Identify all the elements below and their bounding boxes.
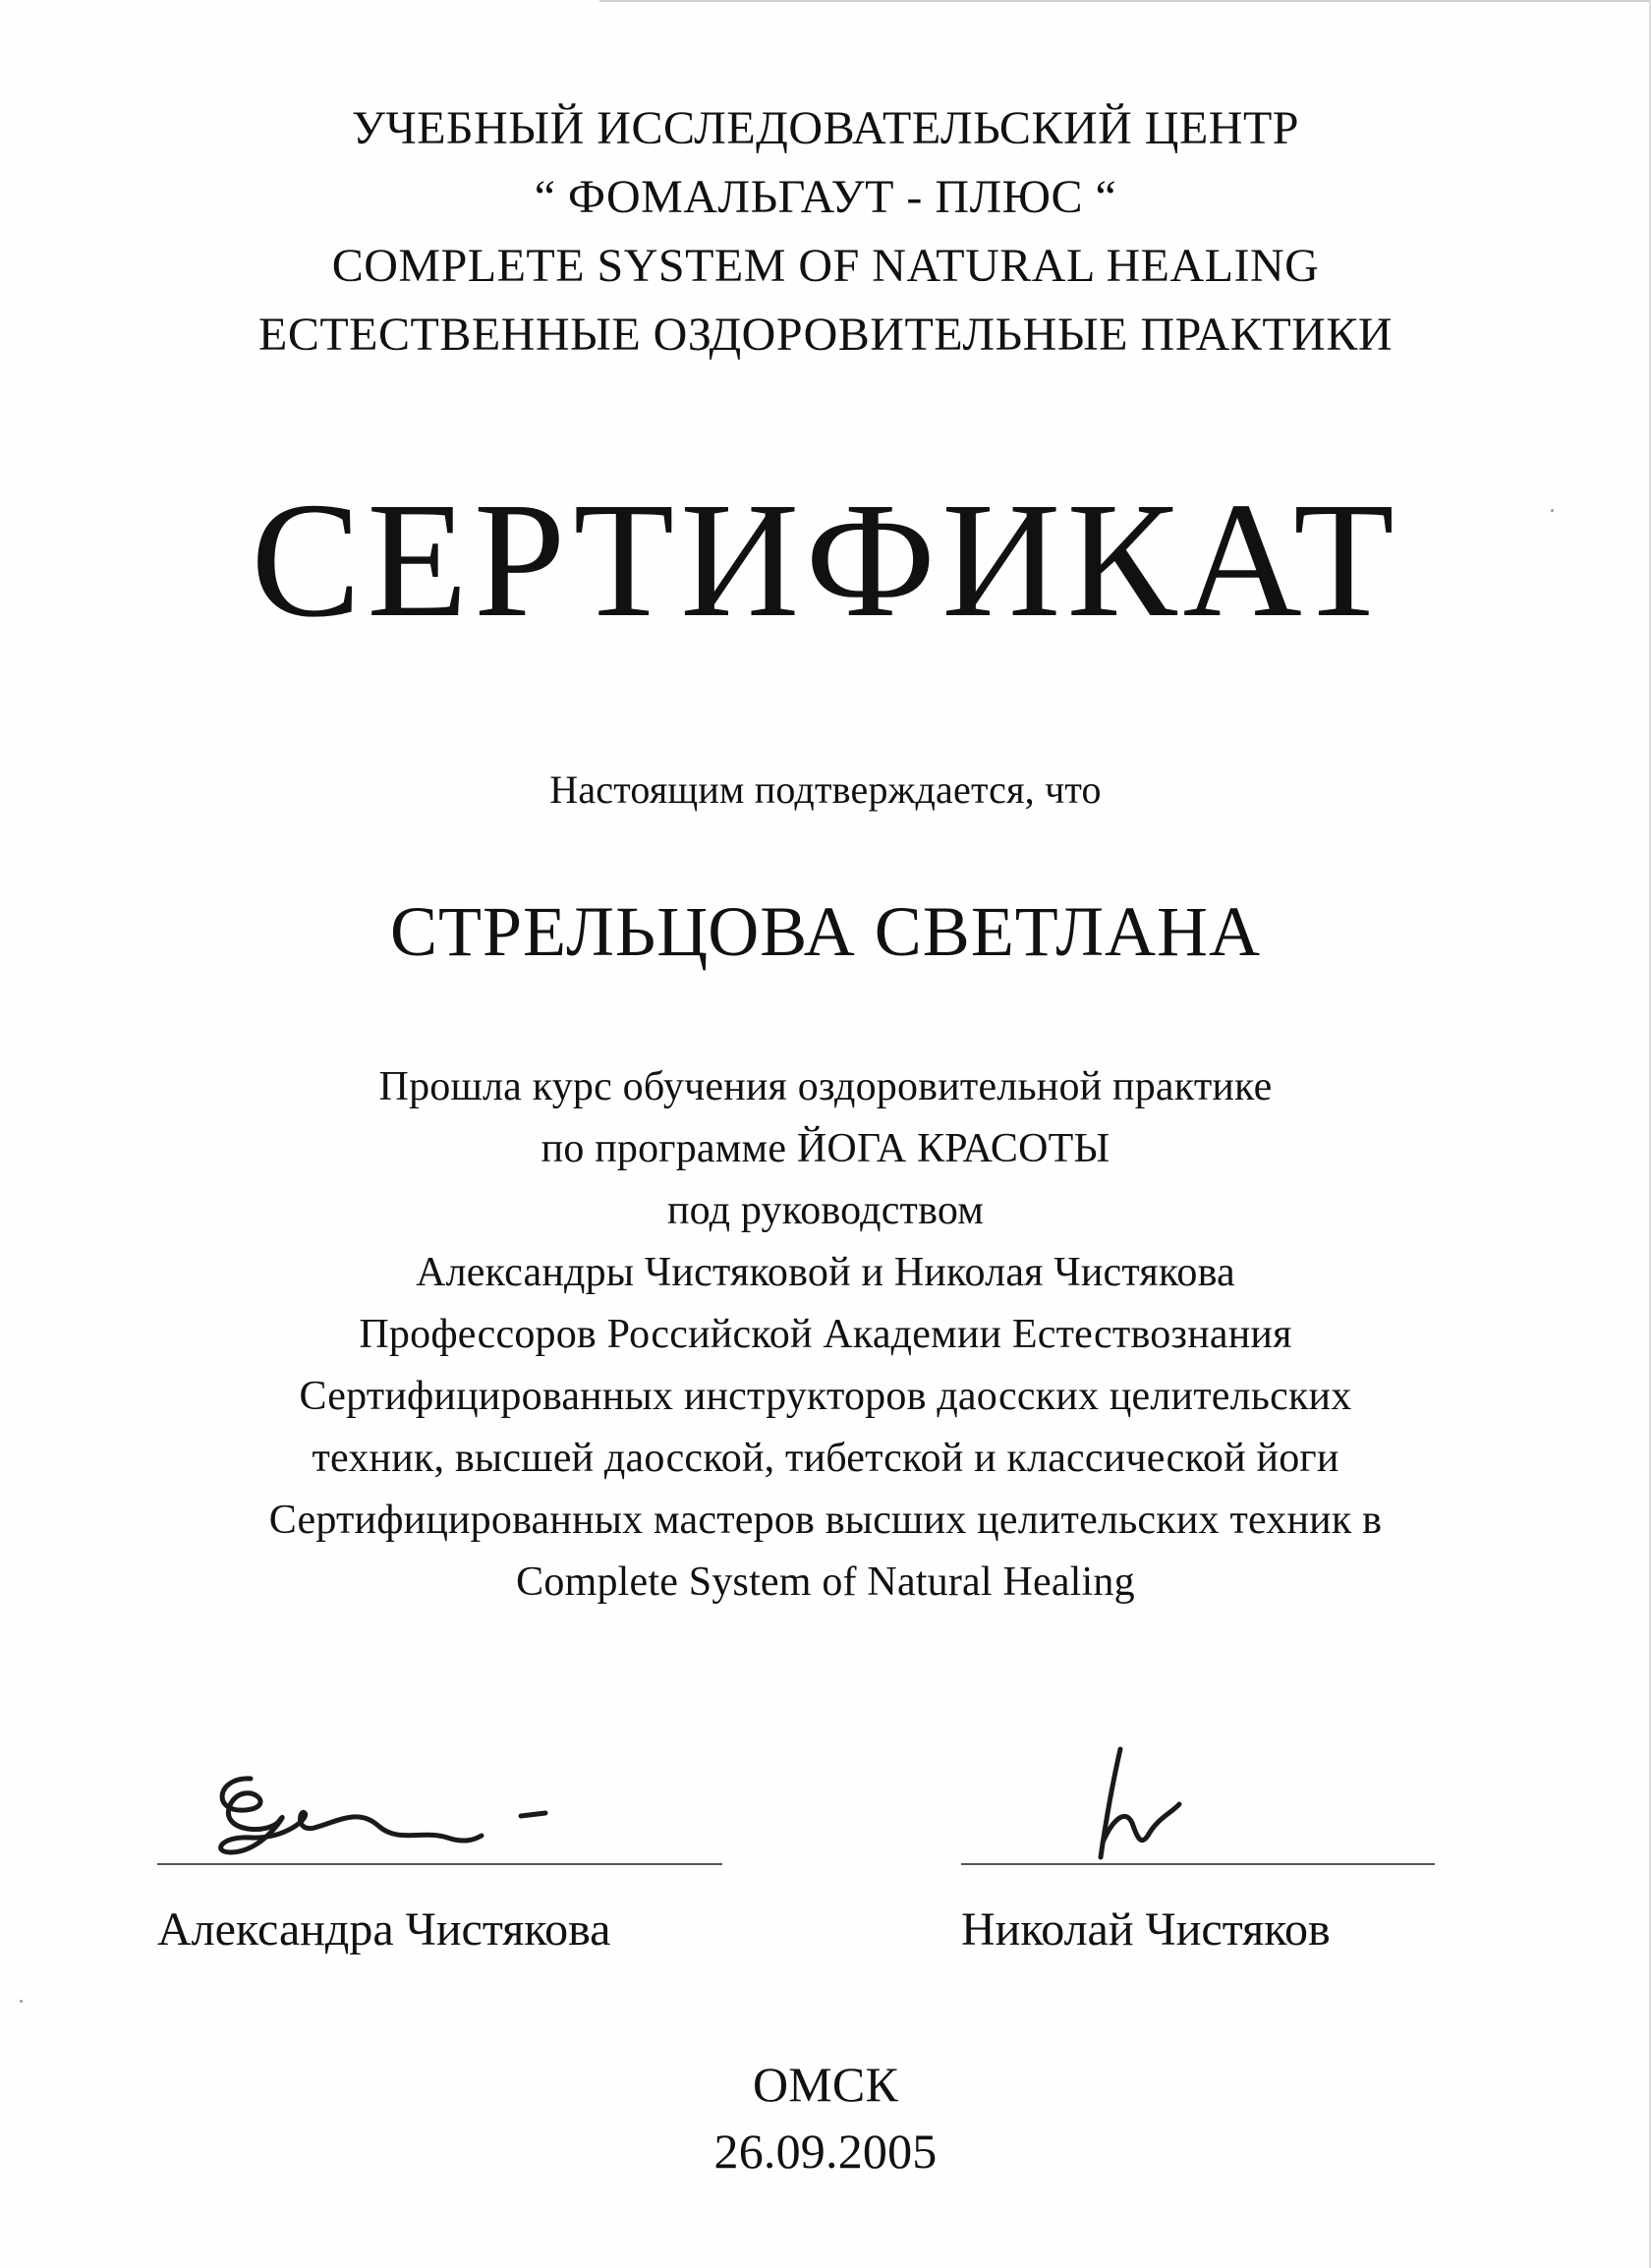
body-line-professors: Профессоров Российской Академии Естествознания <box>359 1312 1292 1357</box>
body-line-masters: Сертифицированных мастеров высших целительских техник в <box>268 1498 1383 1543</box>
body-line-guidance: под руководством <box>666 1188 985 1233</box>
body-line-system-name: Complete System of Natural Healing <box>516 1559 1135 1605</box>
body-line-course: Прошла курс обучения оздоровительной практике <box>378 1064 1273 1109</box>
header-line-system: COMPLETE SYSTEM OF NATURAL HEALING <box>331 240 1320 292</box>
scan-speck <box>20 2000 23 2003</box>
header-line-organization: “ ФОМАЛЬГАУТ - ПЛЮС “ <box>534 171 1117 223</box>
right-signature <box>1081 1739 1219 1877</box>
left-signature <box>211 1759 565 1877</box>
body-line-techniques: техник, высшей даосской, тибетской и классической йоги <box>312 1436 1339 1481</box>
left-signature-line <box>157 1863 722 1865</box>
scan-edge-top <box>599 0 1651 2</box>
body-line-instructors: Александры Чистяковой и Николая Чистякова <box>416 1250 1235 1295</box>
footer-city: ОМСК <box>752 2057 899 2112</box>
body-line-certified-instructors: Сертифицированных инструкторов даосских целительских <box>299 1374 1352 1419</box>
right-signature-line <box>961 1863 1435 1865</box>
body-line-program: по программе ЙОГА КРАСОТЫ <box>541 1126 1110 1171</box>
right-signatory-name: Николай Чистяков <box>961 1903 1331 1956</box>
footer-date: 26.09.2005 <box>713 2124 938 2179</box>
header-line-practices: ЕСТЕСТВЕННЫЕ ОЗДОРОВИТЕЛЬНЫЕ ПРАКТИКИ <box>258 309 1393 361</box>
left-signatory-name: Александра Чистякова <box>157 1903 611 1956</box>
certificate-title: СЕРТИФИКАТ <box>251 469 1400 652</box>
recipient-name: СТРЕЛЬЦОВА СВЕТЛАНА <box>389 892 1262 971</box>
header-line-center-name: УЧЕБНЫЙ ИССЛЕДОВАТЕЛЬСКИЙ ЦЕНТР <box>352 102 1299 154</box>
confirmation-text: Настоящим подтверждается, что <box>549 767 1102 812</box>
scan-speck <box>1551 509 1554 512</box>
